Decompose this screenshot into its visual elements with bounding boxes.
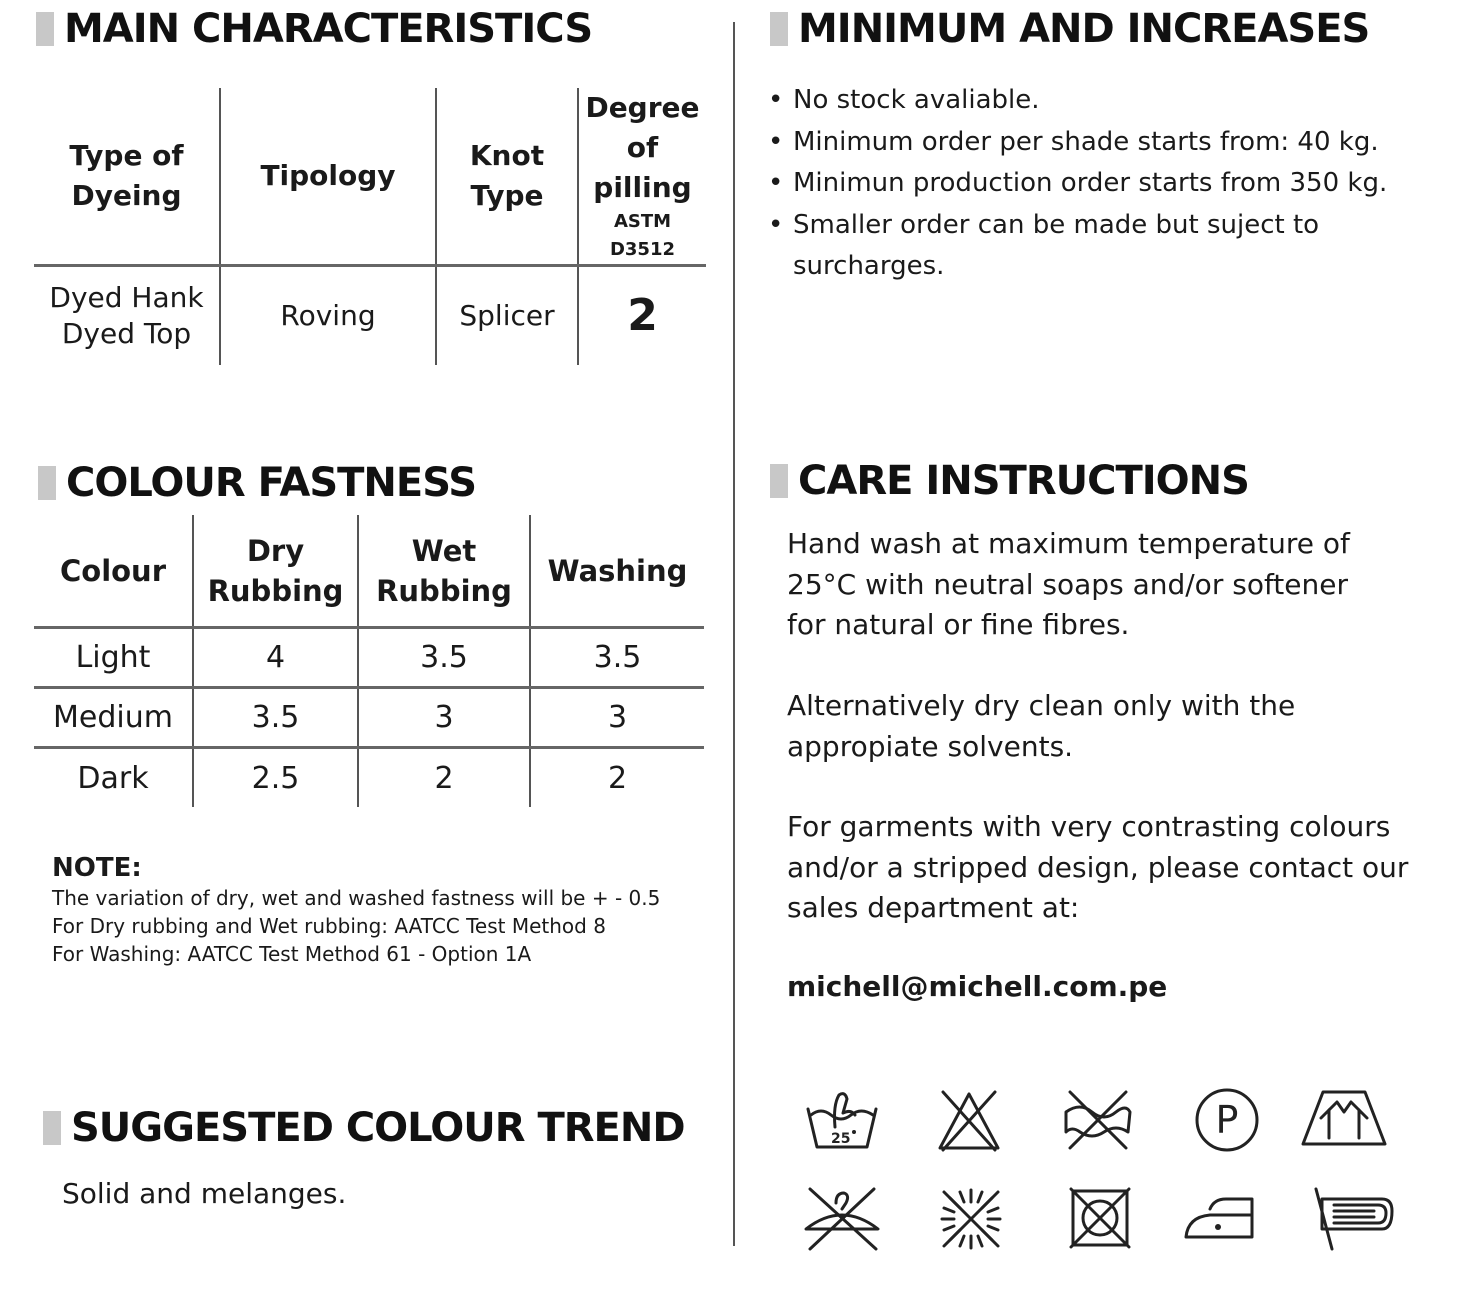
header-line: of pilling [593,131,692,204]
cell-wet-rubbing: 2 [358,748,530,808]
minimum-and-increases-heading [770,6,1369,52]
header-wet-rubbing [358,515,530,628]
dry-flat-icon [1299,1088,1389,1148]
header-line: Rubbing [207,573,344,608]
header-line: Type [470,179,544,212]
do-not-hang-dry-icon [802,1185,882,1251]
colour-fastness-title: COLOUR FASTNESS [66,460,477,506]
cell-wet-rubbing: 3 [358,688,530,748]
cell-washing: 2 [530,748,704,808]
table-header-row [34,88,706,266]
header-line: Rubbing [376,573,512,608]
suggested-colour-trend-heading [43,1105,685,1151]
cell-colour: Medium [34,688,193,748]
wash-temperature-label: 25 [831,1131,851,1147]
note-line: The variation of dry, wet and washed fastness will be + - 0.5 [52,886,661,910]
sales-email[interactable]: michell@michell.com.pe [787,970,1168,1003]
care-paragraph: Hand wash at maximum temperature of 25°C with neutral soaps and/or softener for natural or fine fibres. [787,527,1350,641]
header-tipology: Tipology [220,88,436,266]
cell-colour: Dark [77,760,149,796]
dry-clean-p-icon [1194,1087,1260,1153]
list-item: • Smaller order can be made but suject to surcharges. [768,205,1338,288]
cell-washing: 3.5 [530,628,704,688]
heading-marker [770,12,788,46]
suggested-colour-trend-text: Solid and melanges. [62,1177,347,1210]
care-paragraph: Alternatively dry clean only with the appropiate solvents. [787,689,1296,763]
note-line: For Washing: AATCC Test Method 61 - Option 1A [52,942,532,966]
header-line: Dyeing [71,179,182,212]
minimum-list [768,80,1428,288]
heading-marker [43,1111,61,1145]
care-instructions-heading [770,458,1249,504]
table-row [34,688,704,748]
suggested-colour-trend-title: SUGGESTED COLOUR TREND [71,1105,685,1151]
table-row [34,266,706,366]
colour-fastness-table [34,515,704,807]
note-heading: NOTE: [52,853,142,883]
heading-marker [36,12,54,46]
header-dry-rubbing [193,515,358,628]
heading-marker [770,464,788,498]
cell-colour: Light [34,628,193,688]
minimum-and-increases-title: MINIMUM AND INCREASES [798,6,1370,52]
main-characteristics-table [34,88,706,365]
header-degree-of-pilling [578,88,706,266]
note-line: For Dry rubbing and Wet rubbing: AATCC Test Method 8 [52,914,606,938]
heading-marker [38,466,56,500]
cell-wet-rubbing: 3.5 [358,628,530,688]
iron-low-icon [1182,1195,1258,1243]
care-instructions-title: CARE INSTRUCTIONS [798,458,1249,504]
list-item: • Minimun production order starts from 350 kg. [768,163,1428,205]
cell-knot-type: Splicer [436,266,578,366]
do-not-tumble-dry-icon [1069,1187,1131,1249]
table-row [34,748,704,808]
fastness-note [52,852,660,968]
do-not-steam-icon [1312,1185,1396,1251]
list-item: • Minimum order per shade starts from: 40 kg. [768,122,1428,164]
care-paragraph: For garments with very contrasting colours and/or a stripped design, please contact our sales department at: [787,810,1409,924]
cell-washing: 3 [530,688,704,748]
header-washing: Washing [530,515,704,628]
cell-dry-rubbing: 3.5 [193,688,358,748]
cell-degree-of-pilling: 2 [578,266,706,366]
main-characteristics-title: MAIN CHARACTERISTICS [64,6,593,52]
do-not-bleach-icon [937,1088,1001,1152]
list-item: • No stock avaliable. [768,80,1428,122]
table-row [34,628,704,688]
cell-line: Dyed Top [61,317,192,350]
table-header-row [34,515,704,628]
header-line: Wet [411,533,477,568]
header-line: Type of [69,139,184,172]
cell-dry-rubbing: 2.5 [193,748,358,808]
cell-tipology: Roving [220,266,436,366]
column-divider [733,22,735,1246]
header-line: Degree [585,91,700,124]
cell-type-of-dyeing [34,266,220,366]
header-line: Dry [246,533,305,568]
cell-dry-rubbing: 4 [193,628,358,688]
header-line: Knot [469,139,545,172]
colour-fastness-heading [38,460,476,506]
header-knot-type [436,88,578,266]
do-not-dry-in-sun-icon [938,1186,1004,1252]
professional-clean-label: P [1215,1098,1239,1142]
main-characteristics-heading [36,6,592,52]
header-type-of-dyeing [34,88,220,266]
header-standard: ASTM D3512 [609,211,676,260]
hand-wash-25-icon [805,1087,879,1151]
do-not-wring-icon [1062,1088,1134,1152]
cell-line: Dyed Hank [49,281,204,314]
header-colour: Colour [34,515,193,628]
